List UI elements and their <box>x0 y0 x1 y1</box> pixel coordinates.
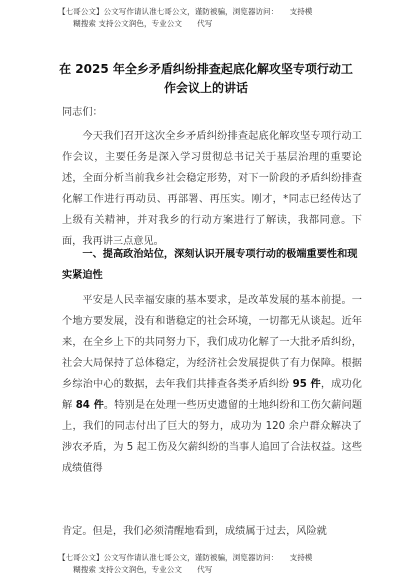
body-paragraph-3: 肯定。但是，我们必须清醒地看到，成绩属于过去，风险就 <box>62 526 327 537</box>
document-title: 在 2025 年全乡矛盾纠纷排查起底化解攻坚专项行动工作会议上的讲话 <box>59 62 353 95</box>
body-paragraph-2 <box>62 290 362 479</box>
salutation: 同志们： <box>62 107 103 118</box>
section-heading-1: 一、提高政治站位，深刻认识开展专项行动的极端重要性和现实紧迫性 <box>62 249 358 281</box>
footer-line-1: 【七哥公文】公文写作请认准七哥公文，谨防被骗，浏览器访问： 支持模 <box>58 553 313 562</box>
paragraph-2-text-b: ，成功化解 <box>62 379 362 411</box>
page-header-note <box>58 6 358 29</box>
disputes-checked-count: 95 件 <box>292 379 321 390</box>
body-paragraph-1: 今天我们召开这次全乡矛盾纠纷排查起底化解攻坚专项行动工作会议，主要任务是深入学习贯彻总书记关于基层治理的重要论述，全面分析当前我乡社会稳定形势，对下一阶段的矛盾纠纷排查化解工作进行再动员、再部署、再压实。刚才，*同志已经传达了上级有关精神，并对我乡的行动方案进行了解读，我都同意。下面，我再讲三点意见。 <box>62 131 362 247</box>
disputes-resolved-count: 84 件 <box>75 400 104 411</box>
paragraph-2-text-a: 平安是人民幸福安康的基本要求，是改革发展的基本前提。一个地方要发展，没有和谐稳定的社会环境，一切都无从谈起。近年来，在全乡上下的共同努力下，我们成功化解了一大批矛盾纠纷，社会大局保持了总体稳定，为经济社会发展提供了有力保障。根据乡综治中心的数据，去年我们共排查各类矛盾纠纷 <box>62 295 362 390</box>
page-footer-note <box>58 552 358 575</box>
header-line-1: 【七哥公文】公文写作请认准七哥公文，谨防被骗，浏览器访问： 支持模 <box>58 7 313 16</box>
footer-line-2: 糊搜索 支持公文润色，专业公文 代写 <box>58 564 213 574</box>
header-line-2: 糊搜索 支持公文润色，专业公文 代写 <box>58 18 213 28</box>
paragraph-2-text-c: 。特别是在处理一些历史遗留的土地纠纷和工伤欠薪问题上，我们的同志付出了巨大的努力，成功为 120 余户群众解决了涉农矛盾，为 5 起工伤及欠薪纠纷的当事人追回了合法权益。这些成绩值得 <box>62 400 362 474</box>
